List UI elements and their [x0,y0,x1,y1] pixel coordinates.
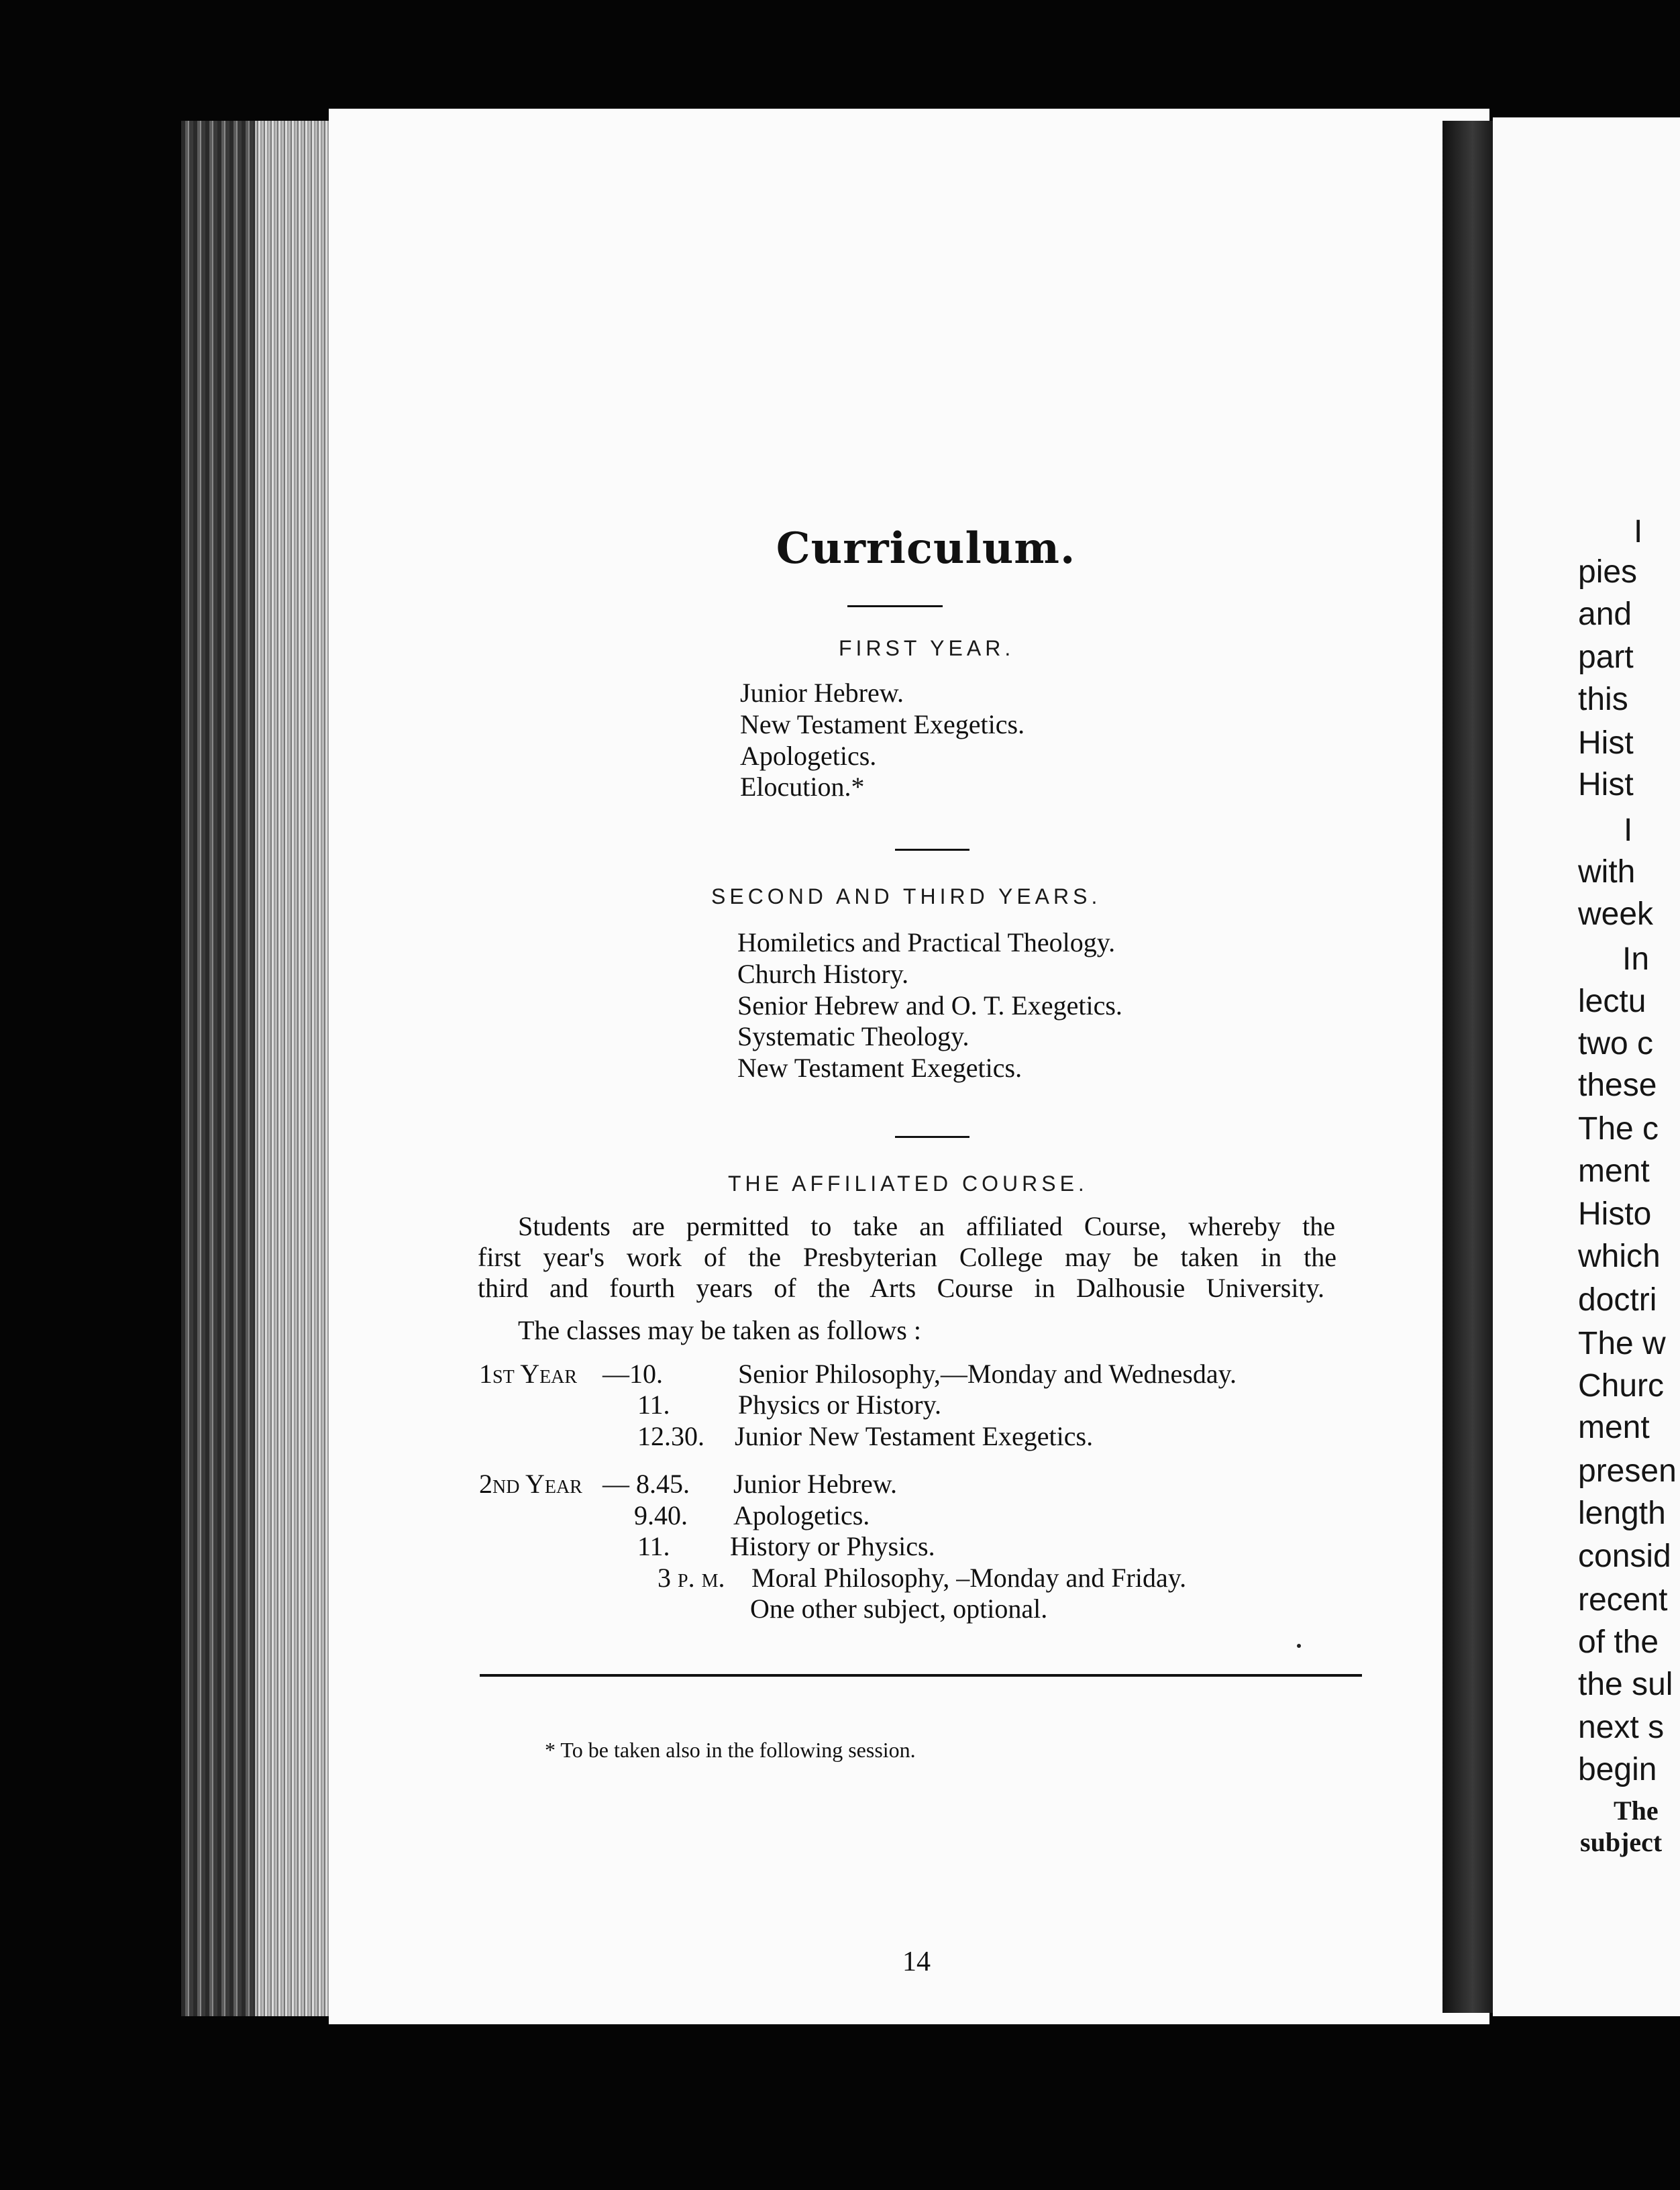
right-page-line: these [1578,1067,1657,1103]
year1-subject: Junior New Testament Exegetics. [735,1421,1094,1451]
book-gutter [1442,121,1493,2013]
right-page-line: doctri [1578,1282,1657,1318]
year2-label: 2nd Year [479,1469,582,1499]
right-page-line: next s [1578,1710,1665,1745]
year2-time: 9.40. [634,1500,688,1530]
right-page-line: ment [1578,1410,1650,1445]
second-third-item: Church History. [737,959,909,989]
right-page-line: this [1578,682,1628,717]
year1-time: —10. [602,1359,663,1389]
title-rule [847,605,943,607]
year2-subject: History or Physics. [730,1531,935,1561]
second-third-item: Systematic Theology. [737,1021,969,1051]
right-page-line: I [1634,514,1643,550]
speck [1297,1644,1301,1648]
right-page-line: presen [1578,1453,1677,1489]
first-year-item: Junior Hebrew. [740,678,904,708]
affiliated-paragraph-line: third and fourth years of the Arts Course in Dalhousie University. [478,1273,1324,1303]
right-page-line: The c [1578,1111,1659,1147]
year2-subject: Apologetics. [733,1500,870,1530]
right-page-line: and [1578,596,1632,632]
year1-label: 1st Year [479,1359,578,1389]
right-page-line: The [1614,1795,1659,1826]
right-page-line: Histo [1578,1196,1652,1232]
right-page-line: week [1578,896,1654,932]
footnote: * To be taken also in the following session. [545,1738,916,1762]
second-third-item: Senior Hebrew and O. T. Exegetics. [737,990,1122,1021]
second-third-heading: SECOND AND THIRD YEARS. [711,884,1102,908]
affiliated-intro: The classes may be taken as follows : [518,1315,921,1345]
right-page-line: pies [1578,554,1638,590]
right-page-line: consid [1578,1539,1671,1574]
right-page-line: lectu [1578,984,1646,1019]
right-page-line: begin [1578,1752,1657,1787]
year2-time: 3 p. m. [658,1563,725,1593]
year2-subject: Moral Philosophy, –Monday and Friday. [751,1563,1187,1593]
right-page-line: part [1578,639,1634,675]
right-page-line: two c [1578,1026,1654,1061]
right-page-line: of the [1578,1624,1659,1660]
year2-subject: Junior Hebrew. [733,1469,898,1499]
book-page-edges-light [255,121,332,2016]
year2-subject: One other subject, optional. [750,1594,1048,1624]
page-number: 14 [902,1946,931,1977]
right-page-line: with [1578,854,1636,890]
section-rule [895,849,969,851]
right-page-line: ment [1578,1153,1650,1189]
first-year-heading: FIRST YEAR. [839,636,1015,660]
year2-time: 11. [637,1531,670,1561]
first-year-item: Apologetics. [740,741,877,771]
right-page-line: the sul [1578,1667,1673,1702]
section-rule [895,1136,969,1138]
second-third-item: Homiletics and Practical Theology. [737,927,1116,957]
footnote-rule [480,1674,1362,1677]
affiliated-paragraph-line: Students are permitted to take an affiliated Course, whereby the [518,1211,1335,1241]
right-page-line: I [1624,813,1633,848]
affiliated-paragraph-line: first year's work of the Presbyterian College may be taken in the [478,1242,1336,1272]
right-page-line: which [1578,1239,1661,1274]
right-page-line: Churc [1578,1368,1665,1404]
right-page-line: Hist [1578,767,1634,802]
second-third-item: New Testament Exegetics. [737,1053,1022,1083]
right-page-line: Hist [1578,725,1634,761]
year1-time: 12.30. [637,1421,704,1451]
year1-subject: Senior Philosophy,—Monday and Wednesday. [738,1359,1237,1389]
right-page-line: length [1578,1496,1666,1531]
right-page-line: The w [1578,1326,1666,1361]
right-page-line: recent [1578,1582,1668,1618]
year2-time: — 8.45. [602,1469,690,1499]
year1-time: 11. [637,1390,670,1420]
right-page-line: In [1622,941,1650,977]
page-title: Curriculum. [776,523,1076,574]
first-year-item: New Testament Exegetics. [740,709,1025,739]
affiliated-heading: THE AFFILIATED COURSE. [728,1171,1088,1196]
right-page-line: subject [1580,1827,1663,1857]
first-year-item: Elocution.* [740,772,865,802]
year1-subject: Physics or History. [738,1390,941,1420]
